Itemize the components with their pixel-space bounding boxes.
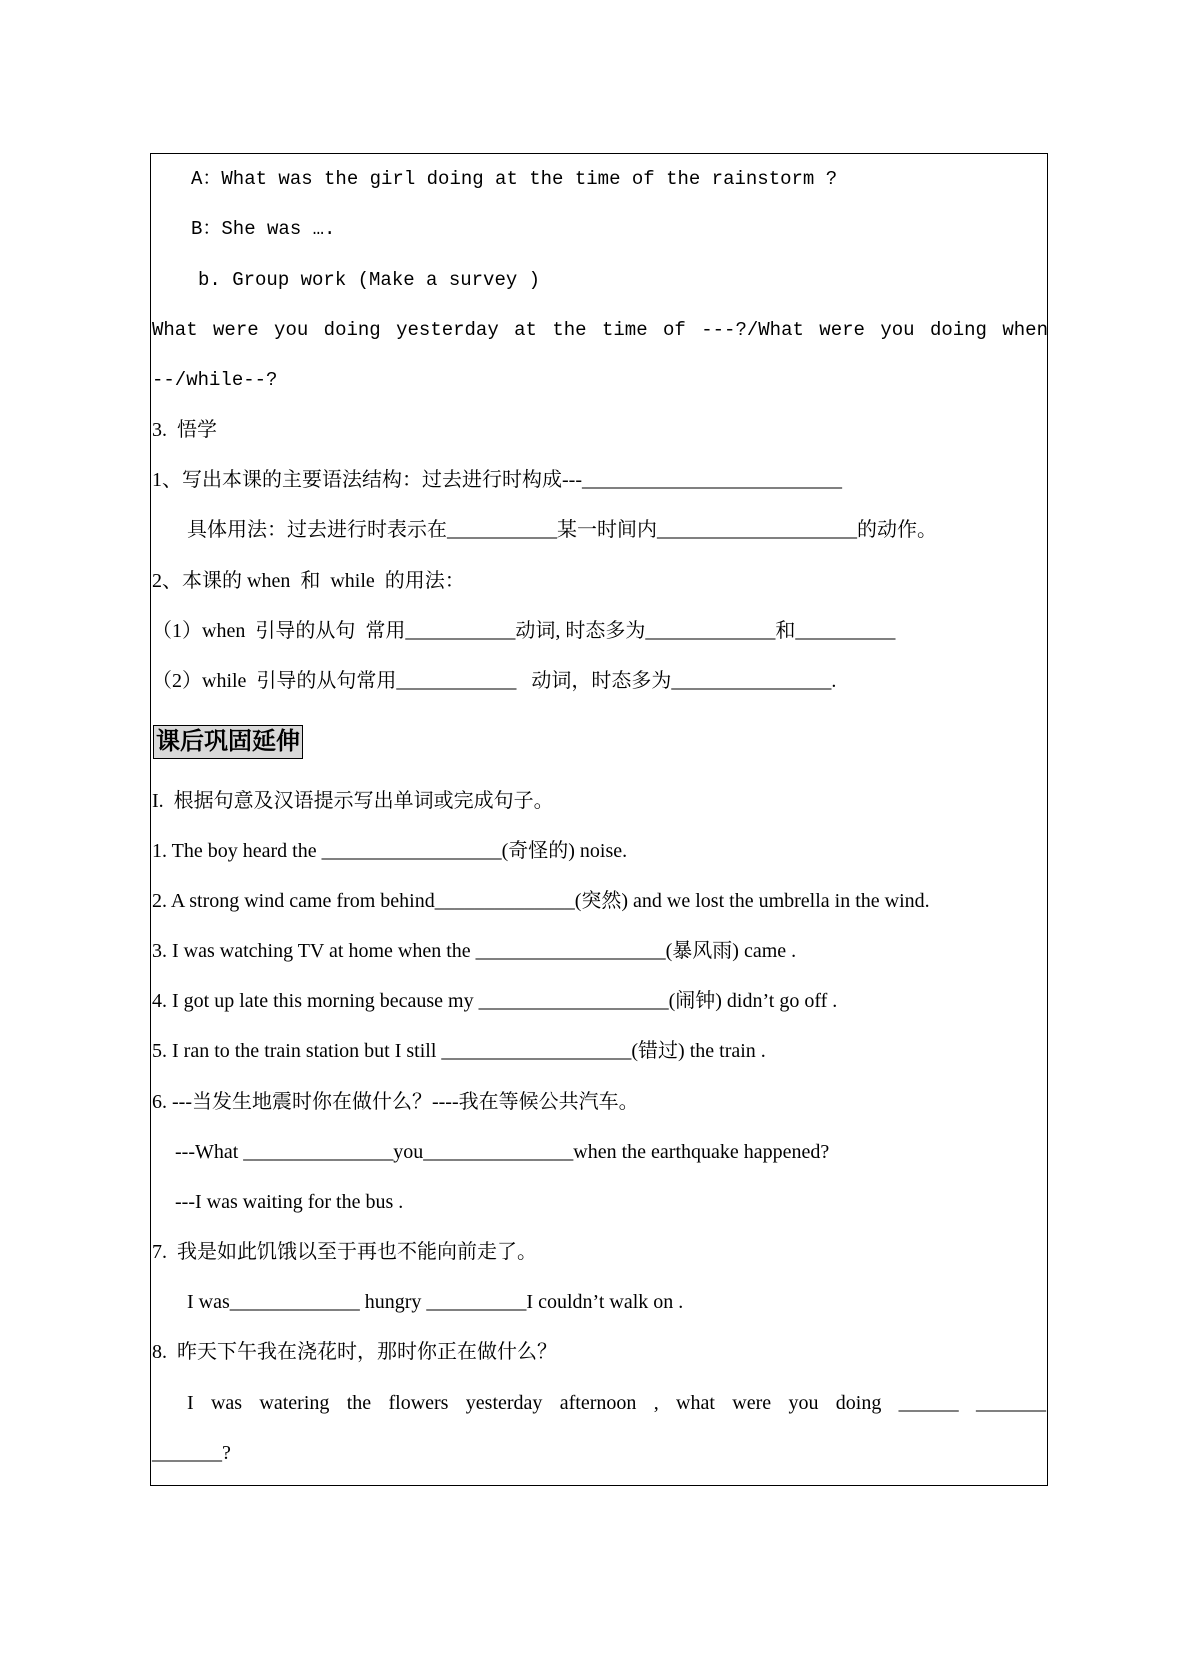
section-heading: 课后巩固延伸 bbox=[153, 725, 303, 759]
exercise-item-5: 5. I ran to the train station but I still ___________________(错过) the train . bbox=[152, 1040, 766, 1062]
section-3-title: 3. 悟学 bbox=[152, 419, 217, 441]
content-table-border bbox=[150, 153, 1048, 1486]
exercise-item-7-sentence: I was_____________ hungry __________I couldn’t walk on . bbox=[187, 1291, 684, 1313]
exercise-item-8: 8. 昨天下午我在浇花时，那时你正在做什么？ bbox=[152, 1341, 557, 1363]
when-while-usage-title: 2、本课的 when 和 while 的用法： bbox=[152, 570, 465, 592]
survey-question-line2: --/while--? bbox=[152, 369, 278, 391]
dialogue-line-b: B：She was …. bbox=[191, 218, 336, 240]
exercise-item-1: 1. The boy heard the __________________(奇怪的) noise. bbox=[152, 840, 628, 862]
exercise-item-6-question: ---What _______________you_______________when the earthquake happened? bbox=[175, 1141, 830, 1163]
exercise-item-8-sentence: I was watering the flowers yesterday afternoon , what were you doing ______ _______ bbox=[187, 1392, 1046, 1414]
dialogue-line-a: A：What was the girl doing at the time of the rainstorm ? bbox=[191, 168, 838, 190]
exercise-instructions: I. 根据句意及汉语提示写出单词或完成句子。 bbox=[152, 790, 554, 812]
grammar-usage-item: 具体用法：过去进行时表示在___________某一时间内____________________的动作。 bbox=[187, 519, 937, 541]
exercise-item-6-answer: ---I was waiting for the bus . bbox=[175, 1191, 404, 1213]
exercise-item-4: 4. I got up late this morning because my ___________________(闹钟) didn’t go off . bbox=[152, 990, 838, 1012]
exercise-item-2: 2. A strong wind came from behind______________(突然) and we lost the umbrella in the wind. bbox=[152, 890, 930, 912]
grammar-structure-item: 1、写出本课的主要语法结构：过去进行时构成---__________________________ bbox=[152, 469, 842, 491]
exercise-item-8-sentence-end: _______? bbox=[152, 1442, 231, 1464]
exercise-item-7: 7. 我是如此饥饿以至于再也不能向前走了。 bbox=[152, 1241, 537, 1263]
while-clause-usage: （2）while 引导的从句常用____________ 动词，时态多为________________. bbox=[152, 670, 837, 692]
group-work-label: b. Group work (Make a survey ) bbox=[198, 269, 541, 291]
exercise-item-6: 6. ---当发生地震时你在做什么？----我在等候公共汽车。 bbox=[152, 1091, 639, 1113]
survey-question-line1: What were you doing yesterday at the time of ---?/What were you doing when bbox=[152, 319, 1048, 341]
when-clause-usage: （1）when 引导的从句 常用___________动词, 时态多为_____________和__________ bbox=[152, 620, 896, 642]
exercise-item-3: 3. I was watching TV at home when the ___________________(暴风雨) came . bbox=[152, 940, 797, 962]
